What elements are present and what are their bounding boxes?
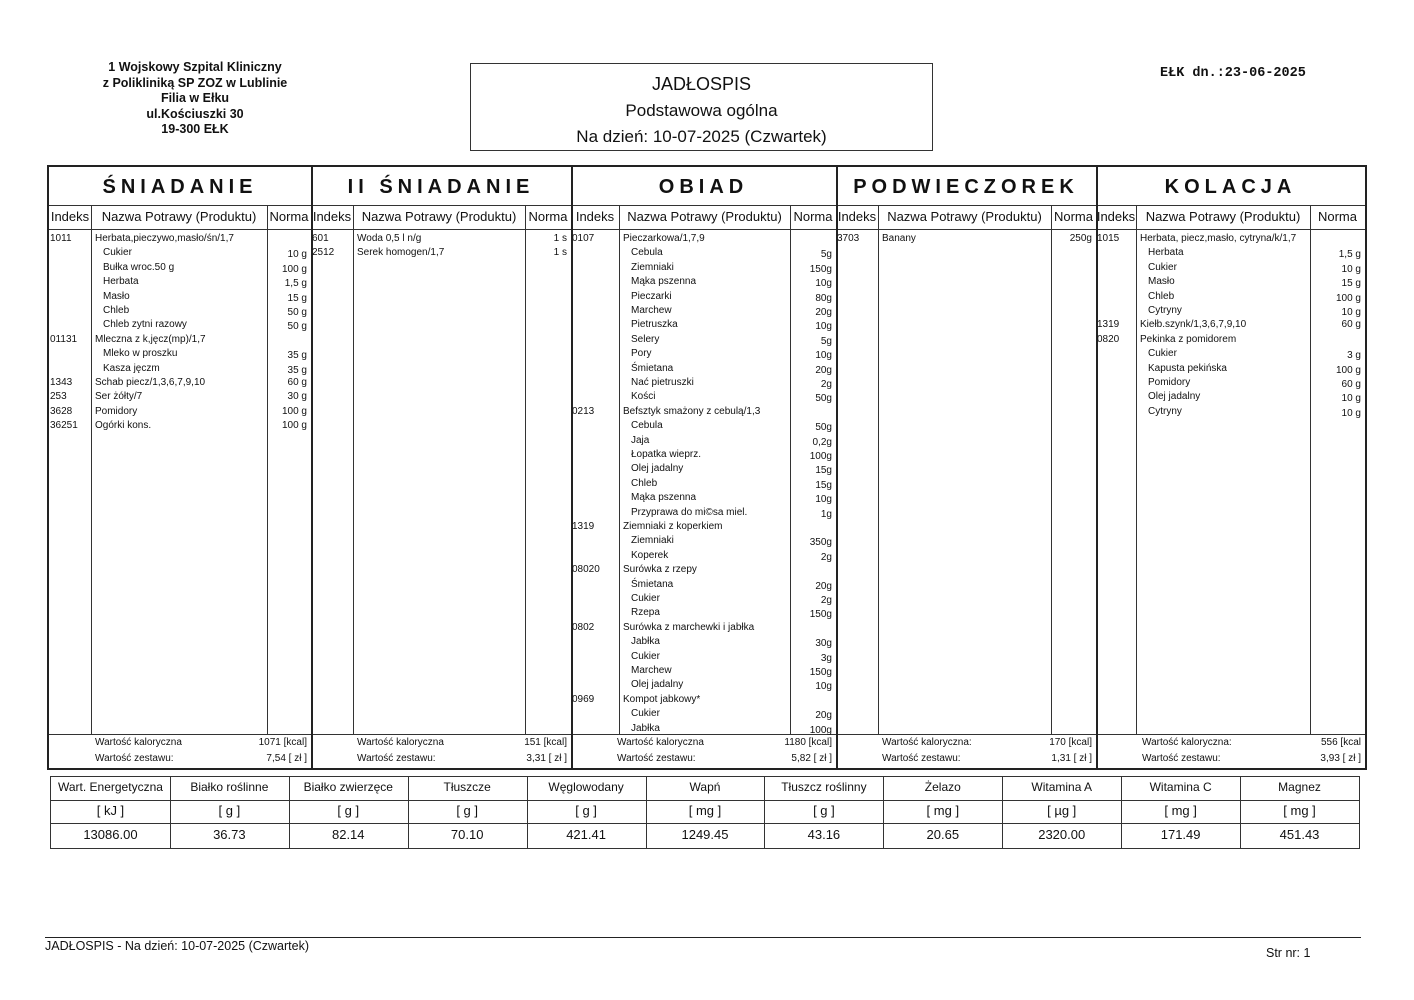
row-norm: 2g [820,379,832,390]
kcal-value: 170 [kcal] [1049,737,1092,748]
row-name: Ogórki kons. [95,420,152,432]
row-name: Befsztyk smażony z cebulą/1,3 [623,405,761,417]
row-name: Cukier [1148,348,1177,360]
row-index: 1011 [50,233,72,244]
row-norm: 1 s [553,233,567,244]
row-name: Cukier [103,247,132,259]
nutrient-value: 43.16 [807,827,841,842]
hospital-line: z Polikliniką SP ZOZ w Lublinie [102,75,288,90]
nutrient-unit: [ g ] [218,803,241,818]
row-name: Herbata [103,276,139,288]
row-norm: 100 g [281,405,307,417]
row-index: 01131 [50,333,78,345]
nutrient-name: Białko roślinne [190,780,269,794]
meal-title: KOLACJA [1164,176,1297,198]
meal-title: OBIAD [658,176,749,198]
row-name: Banany [882,233,916,244]
page-number: Str nr: 1 [1266,946,1311,960]
row-index: 601 [312,233,329,244]
col-header-name: Nazwa Potrawy (Produktu) [887,209,1042,224]
nutrient-name: Tłuszcze [443,780,491,794]
col-header-norm: Norma [793,209,833,224]
row-name: Olej jadalny [631,463,684,475]
row-name: Cukier [1148,261,1177,273]
meal-separator [836,167,838,768]
row-name: Ziemniaki [631,261,674,273]
row-norm: 60 g [287,377,307,388]
row-index: 0820 [1097,333,1120,345]
row-norm: 100g [809,724,832,736]
diet-type: Podstawowa ogólna [625,100,778,120]
hospital-line: Filia w Ełku [160,91,230,105]
row-norm: 15 g [1341,278,1361,290]
row-name: Rzepa [631,607,660,619]
nutrient-name: Tłuszcz roślinny [781,780,867,794]
row-norm: 2g [820,551,832,563]
nutrient-unit: [ mg ] [1164,803,1197,818]
row-norm: 60 g [1341,379,1361,390]
row-name: Pomidory [95,405,138,417]
column-rule [1136,205,1137,734]
menu-table [47,165,1367,770]
row-index: 0969 [572,693,595,705]
nutrient-value: 2320.00 [1038,827,1086,842]
row-name: Cebula [631,247,663,259]
row-name: Olej jadalny [631,679,684,691]
row-name: Surówka z rzepy [623,564,697,576]
row-name: Masło [103,290,130,302]
col-header-norm: Norma [269,209,309,224]
row-name: Woda 0,5 l n/g [357,233,422,244]
cost-value: 1,31 [ zł ] [1051,753,1092,764]
row-norm: 30 g [287,391,307,403]
row-index: 08020 [572,564,600,576]
row-norm: 10g [815,278,832,290]
nutrient-unit: [ kJ ] [96,803,125,818]
row-norm: 1,5 g [284,278,307,290]
row-norm: 35 g [287,364,307,376]
title-box [470,63,933,151]
row-norm: 80g [815,292,832,304]
row-name: Herbata [1148,247,1184,259]
nutrient-name: Wapń [689,780,721,794]
row-norm: 10g [815,321,832,333]
row-index: 1015 [1097,233,1120,244]
row-name: Cebula [631,420,663,432]
column-rule [525,205,526,734]
row-name: Serek homogen/1,7 [357,247,445,259]
cost-label: Wartość zestawu: [95,753,174,764]
row-name: Kapusta pekińska [1148,362,1227,374]
row-norm: 20g [815,710,832,722]
nutrient-unit: [ g ] [813,803,835,818]
row-norm: 100 g [1335,292,1361,304]
kcal-label: Wartość kaloryczna: [882,737,972,748]
row-index: 3703 [837,233,860,244]
row-norm: 0,2g [812,436,832,448]
row-norm: 10g [815,350,832,362]
col-header-index: Indeks [312,209,352,224]
row-index: 1319 [1097,319,1120,331]
row-name: Herbata,pieczywo,masło/śn/1,7 [95,233,234,244]
row-norm: 10 g [287,249,307,261]
row-norm: 5g [820,335,832,347]
row-name: Olej jadalny [1148,391,1201,403]
meal-title: II ŚNIADANIE [347,176,535,198]
meal-separator [571,167,573,768]
row-name: Kasza jęczm [103,362,160,374]
row-name: Masło [1148,276,1175,288]
nutrient-value: 171.49 [1160,827,1201,842]
meal-title: ŚNIADANIE [102,176,258,198]
col-header-name: Nazwa Potrawy (Produktu) [361,209,517,224]
row-name: Cytryny [1148,305,1182,316]
row-name: Marchew [631,665,672,676]
row-name: Surówka z marchewki i jabłka [623,621,755,633]
row-norm: 5g [820,249,832,261]
row-norm: 100g [809,451,832,462]
row-name: Kiełb.szynk/1,3,6,7,9,10 [1140,319,1247,331]
col-header-norm: Norma [1317,209,1357,224]
kcal-label: Wartość kaloryczna [617,737,704,748]
row-norm: 150g [809,667,832,678]
kcal-value: 151 [kcal] [524,737,567,748]
row-norm: 30g [815,638,832,650]
row-index: 2512 [312,247,335,259]
nutrient-name: Witamina C [1149,780,1212,794]
cost-label: Wartość zestawu: [357,753,436,764]
row-norm: 15g [815,479,832,491]
cost-value: 5,82 [ zł ] [791,753,832,764]
nutrient-unit: [ mg ] [688,803,722,818]
nutrient-value: 82.14 [331,827,365,842]
table-rule [49,734,1365,735]
hospital-line: 1 Wojskowy Szpital Kliniczny [108,60,282,74]
row-name: Mleko w proszku [103,348,178,360]
kcal-value: 1180 [kcal] [784,737,832,748]
column-rule [619,205,620,734]
row-name: Cukier [631,708,660,720]
row-name: Jabłka [631,636,660,648]
row-norm: 50 g [287,307,307,318]
row-name: Ziemniaki z koperkiem [623,521,723,532]
row-index: 36251 [50,420,78,432]
col-header-index: Indeks [1096,209,1136,224]
col-header-name: Nazwa Potrawy (Produktu) [1145,209,1301,224]
row-norm: 10g [815,681,832,693]
row-name: Koperek [631,549,669,561]
row-name: Chleb [631,477,658,489]
row-norm: 3 g [1347,350,1361,362]
row-name: Selery [631,333,660,345]
row-name: Pomidory [1148,377,1191,388]
nutrient-name: Witamina A [1031,780,1093,794]
row-name: Ziemniaki [631,535,674,547]
row-name: Jaja [631,434,650,446]
cost-label: Wartość zestawu: [882,753,961,764]
meal-separator [1096,167,1098,768]
row-name: Mleczna z k,jęcz(mp)/1,7 [95,333,206,345]
col-header-name: Nazwa Potrawy (Produktu) [627,209,782,224]
nutrient-value: 451.43 [1279,827,1320,842]
row-norm: 250g [1069,233,1092,244]
row-name: Herbata, piecz,masło, cytryna/k/1,7 [1140,233,1297,244]
row-name: Chleb [1148,290,1175,302]
menu-date: Na dzień: 10-07-2025 (Czwartek) [576,127,827,146]
row-name: Cukier [631,593,660,604]
col-header-norm: Norma [528,209,568,224]
hospital-address [70,60,320,138]
row-norm: 100 g [281,420,307,432]
row-norm: 15g [815,465,832,477]
row-norm: 10 g [1341,393,1361,405]
row-name: Schab piecz/1,3,6,7,9,10 [95,377,206,388]
row-index: 3628 [50,405,73,417]
row-norm: 1,5 g [1338,249,1361,261]
row-name: Jabłka [631,722,660,734]
nutrient-name: Magnez [1278,780,1321,794]
col-header-index: Indeks [575,209,615,224]
row-norm: 15 g [287,292,307,304]
nutrition-rule [51,823,1359,824]
row-name: Cytryny [1148,405,1182,417]
nutrient-name: Żelazo [924,780,961,794]
row-norm: 50g [815,422,832,434]
row-norm: 10g [815,494,832,506]
row-name: Śmietana [631,362,674,374]
row-name: Pieczarki [631,290,672,302]
row-index: 253 [50,391,67,403]
row-norm: 35 g [287,350,307,362]
nutrient-value: 36.73 [213,827,246,842]
row-norm: 60 g [1341,319,1361,331]
nutrient-unit: [ µg ] [1047,803,1077,818]
row-index: 1319 [572,521,595,532]
row-index: 1343 [50,377,73,388]
nutrient-unit: [ g ] [575,803,597,818]
cost-value: 7,54 [ zł ] [266,753,307,764]
row-norm: 100 g [281,263,307,275]
row-name: Przyprawa do mi©sa miel. [631,506,748,518]
column-rule [91,205,92,734]
row-name: Kompot jabkowy* [623,693,701,705]
row-norm: 20g [815,580,832,592]
row-norm: 20g [815,364,832,376]
footer-title: JADŁOSPIS - Na dzień: 10-07-2025 (Czwartek) [45,939,309,953]
hospital-line: 19-300 EŁK [161,122,229,136]
row-name: Mąka pszenna [631,276,697,288]
nutrient-value: 70.10 [450,827,484,842]
col-header-name: Nazwa Potrawy (Produktu) [101,209,257,224]
nutrient-value: 1249.45 [681,827,729,842]
row-name: Marchew [631,305,672,316]
nutrient-unit: [ g ] [456,803,479,818]
document-title: JADŁOSPIS [651,74,752,94]
row-name: Bułka wroc.50 g [103,261,175,273]
hospital-line: ul.Kościuszki 30 [146,106,244,121]
row-index: 0107 [572,233,595,244]
nutrient-value: 20.65 [926,827,960,842]
nutrition-table [50,776,1360,849]
cost-value: 3,31 [ zł ] [526,753,567,764]
row-norm: 10 g [1341,307,1361,318]
table-rule [49,229,1365,230]
row-norm: 3g [820,652,832,664]
row-name: Ser żółty/7 [95,391,143,403]
nutrient-unit: [ g ] [337,803,360,818]
kcal-label: Wartość kaloryczna [357,737,444,748]
row-name: Pory [631,348,652,360]
row-name: Śmietana [631,578,674,590]
kcal-label: Wartość kaloryczna [95,737,182,748]
nutrient-name: Węglowodany [548,780,624,794]
row-name: Chleb [103,305,130,316]
row-norm: 50g [815,393,832,405]
row-name: Mąka pszenna [631,492,697,504]
nutrition-rule [51,800,1359,801]
cost-value: 3,93 [ zł ] [1320,753,1361,764]
row-norm: 100 g [1335,364,1361,376]
row-name: Pekinka z pomidorem [1140,333,1237,345]
cost-label: Wartość zestawu: [617,753,696,764]
row-norm: 1g [820,508,832,520]
nutrient-name: Białko zwierzęce [303,780,393,794]
row-name: Pieczarkowa/1,7,9 [623,233,705,244]
row-norm: 50 g [287,321,307,333]
row-index: 0213 [572,405,595,417]
row-norm: 350g [809,537,832,549]
cost-label: Wartość zestawu: [1142,753,1221,764]
row-norm: 150g [809,609,832,621]
column-rule [1051,205,1052,734]
row-name: Chleb zytni razowy [103,319,187,331]
column-rule [878,205,879,734]
row-name: Pietruszka [631,319,678,331]
nutrient-value: 421.41 [566,827,606,842]
row-norm: 10 g [1341,407,1361,419]
kcal-value: 556 [kcal [1320,737,1361,748]
nutrient-unit: [ mg ] [926,803,960,818]
row-norm: 10 g [1341,263,1361,275]
col-header-index: Indeks [50,209,90,224]
nutrient-name: Wart. Energetyczna [57,780,163,794]
row-norm: 1 s [553,247,567,259]
column-rule [353,205,354,734]
row-name: Łopatka wieprz. [631,449,702,460]
col-header-norm: Norma [1053,209,1093,224]
row-name: Nać pietruszki [631,377,694,388]
col-header-index: Indeks [837,209,877,224]
nutrient-unit: [ mg ] [1283,803,1316,818]
row-norm: 2g [820,595,832,606]
kcal-value: 1071 [kcal] [258,737,307,748]
row-norm: 20g [815,307,832,318]
row-name: Kości [631,391,656,403]
nutrient-value: 13086.00 [83,827,138,842]
row-index: 0802 [572,621,595,633]
row-name: Cukier [631,650,660,662]
row-norm: 150g [809,263,832,275]
footer-divider [45,937,1361,938]
issue-date: EŁK dn.:23-06-2025 [1160,66,1306,81]
kcal-label: Wartość kaloryczna: [1142,737,1232,748]
meal-title: PODWIECZOREK [853,176,1079,198]
